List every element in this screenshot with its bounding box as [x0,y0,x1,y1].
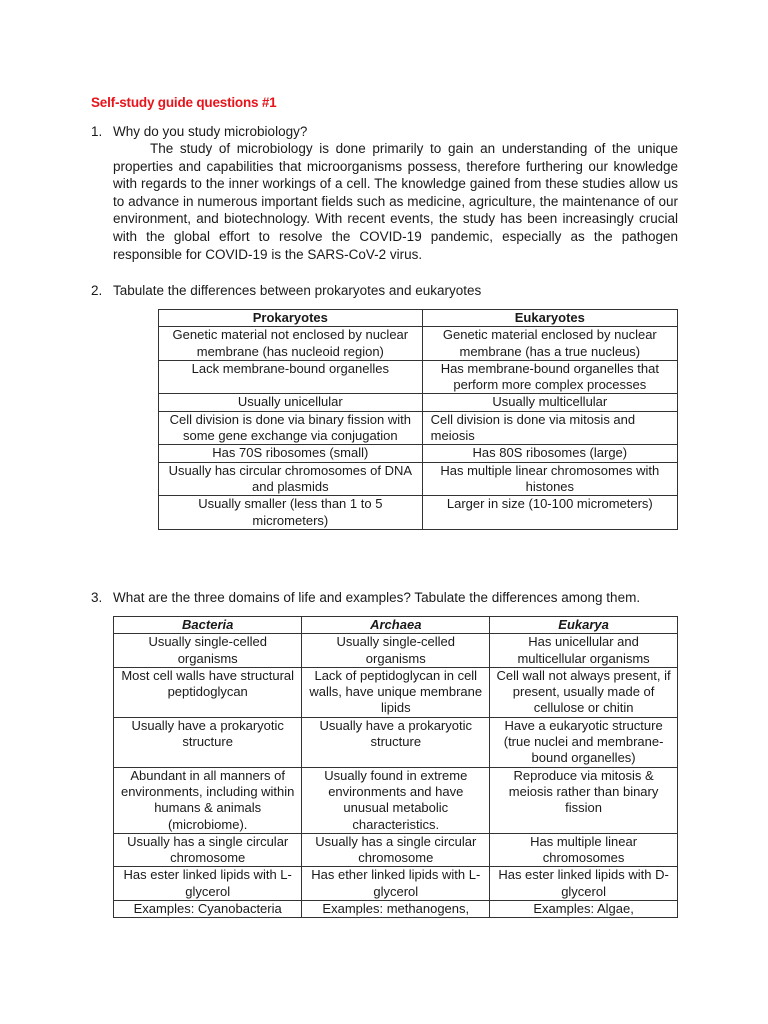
table-cell: Lack membrane-bound organelles [159,360,423,394]
table-row [114,867,678,901]
table-row [159,327,678,361]
table-cell: Has ether linked lipids with L-glycerol [302,867,490,901]
table-cell: Examples: methanogens, [302,901,490,918]
table-row [114,667,678,717]
three-domains-table [113,616,678,918]
table-cell: Has membrane-bound organelles that perform more complex processes [422,360,677,394]
question-text: Why do you study microbiology? [113,124,308,139]
table-cell: Usually has a single circular chromosome [302,833,490,867]
table-cell: Has ester linked lipids with D-glycerol [490,867,678,901]
column-header: Eukarya [490,617,678,634]
column-header: Eukaryotes [422,310,677,327]
table-cell: Usually have a prokaryotic structure [302,717,490,767]
table-cell: Cell division is done via mitosis and meiosis [422,411,677,445]
question-number: 1. [91,124,103,139]
table-row [159,496,678,530]
table-cell: Cell division is done via binary fission with some gene exchange via conjugation [159,411,423,445]
question-number: 2. [91,283,103,298]
table-cell: Larger in size (10-100 micrometers) [422,496,677,530]
table-cell: Cell wall not always present, if present, usually made of cellulose or chitin [490,667,678,717]
table-cell: Has ester linked lipids with L-glycerol [114,867,302,901]
table-cell: Usually unicellular [159,394,423,411]
table-row [114,717,678,767]
table-row [159,360,678,394]
answer-1: The study of microbiology is done primarily to gain an understanding of the unique properties and capabilities that microorganisms possess, therefore furthering our knowledge with regards to the inner workings of a cell. The knowledge gained from these studies allow us to advance in numerous important fields such as medicine, agriculture, the maintenance of our environment, and biotechnology. With recent events, the study has been increasingly crucial with the global effort to resolve the COVID-19 pandemic, especially as the pathogen responsible for COVID-19 is the SARS-CoV-2 virus. [113,141,678,262]
column-header: Prokaryotes [159,310,423,327]
table-cell: Usually has a single circular chromosome [114,833,302,867]
table-row [159,394,678,411]
table-row [114,833,678,867]
table-cell: Usually single-celled organisms [114,634,302,668]
table-cell: Most cell walls have structural peptidoglycan [114,667,302,717]
column-header: Archaea [302,617,490,634]
table-cell: Have a eukaryotic structure (true nuclei and membrane-bound organelles) [490,717,678,767]
table-row [114,767,678,833]
prokaryote-eukaryote-table [158,309,678,530]
table-row [159,445,678,462]
table-row [159,462,678,496]
table-row [114,634,678,668]
question-3 [91,589,640,606]
question-1 [91,123,307,140]
table-cell: Has 70S ribosomes (small) [159,445,423,462]
question-text: Tabulate the differences between prokaryotes and eukaryotes [113,283,482,298]
table-row [159,411,678,445]
table-cell: Usually has circular chromosomes of DNA and plasmids [159,462,423,496]
table-cell: Reproduce via mitosis & meiosis rather than binary fission [490,767,678,833]
question-text: What are the three domains of life and examples? Tabulate the differences among them. [113,590,641,605]
table-cell: Lack of peptidoglycan in cell walls, have unique membrane lipids [302,667,490,717]
table-cell: Genetic material not enclosed by nuclear membrane (has nucleoid region) [159,327,423,361]
table-cell: Usually single-celled organisms [302,634,490,668]
table-cell: Abundant in all manners of environments, including within humans & animals (microbiome). [114,767,302,833]
table-cell: Usually smaller (less than 1 to 5 micrometers) [159,496,423,530]
table-cell: Usually multicellular [422,394,677,411]
column-header: Bacteria [114,617,302,634]
table-cell: Has multiple linear chromosomes with histones [422,462,677,496]
table-cell: Examples: Algae, [490,901,678,918]
question-2 [91,282,481,299]
table-header-row [159,310,678,327]
table-cell: Has multiple linear chromosomes [490,833,678,867]
question-number: 3. [91,590,103,605]
table-cell: Genetic material enclosed by nuclear membrane (has a true nucleus) [422,327,677,361]
page-title: Self-study guide questions #1 [91,95,277,110]
table-cell: Usually have a prokaryotic structure [114,717,302,767]
table-cell: Has unicellular and multicellular organisms [490,634,678,668]
table-cell: Usually found in extreme environments and have unusual metabolic characteristics. [302,767,490,833]
table-cell: Examples: Cyanobacteria [114,901,302,918]
table-header-row [114,617,678,634]
table-cell: Has 80S ribosomes (large) [422,445,677,462]
table-row [114,901,678,918]
